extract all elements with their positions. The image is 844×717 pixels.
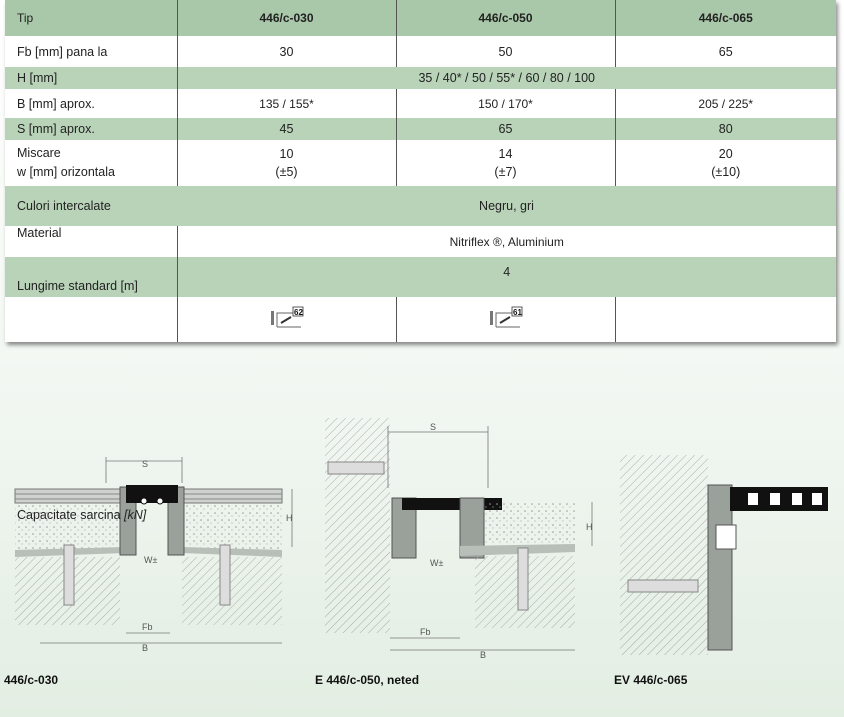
cell-value: 10 — [279, 147, 294, 161]
drawing-446c-030 — [10, 455, 310, 665]
cell-range: (±7) — [494, 165, 517, 179]
cell: 65 — [615, 36, 836, 67]
row-label: H [mm] — [5, 67, 177, 89]
cell: 135 / 155* — [177, 89, 396, 118]
dim-w-label: W± — [144, 555, 158, 565]
cell — [177, 140, 396, 186]
load-class-icon-61 — [488, 305, 524, 331]
row-label: Fb [mm] pana la — [5, 36, 177, 67]
cell: 45 — [177, 118, 396, 140]
row-label: S [mm] aprox. — [5, 118, 177, 140]
dim-w-label: W± — [430, 558, 444, 568]
load-capacity-text: Capacitate sarcina — [17, 508, 121, 522]
header-col-065: 446/c-065 — [615, 0, 836, 36]
row-label-line2: w [mm] orizontala — [17, 165, 115, 179]
row-label: B [mm] aprox. — [5, 89, 177, 118]
row-label: Material — [5, 226, 177, 257]
table-row — [5, 297, 836, 342]
row-label-line1: Miscare — [17, 146, 61, 160]
specs-table — [5, 0, 836, 342]
header-label: Tip — [5, 0, 177, 36]
cell-range: (±10) — [711, 165, 741, 179]
cell-value: 14 — [498, 147, 513, 161]
cell: 4 — [177, 257, 836, 297]
cell: 65 — [396, 118, 615, 140]
drawing-ev446c-065 — [618, 455, 833, 655]
caption-ev446c-065: EV 446/c-065 — [614, 673, 688, 687]
dim-s-label: S — [430, 422, 437, 432]
cell — [177, 297, 396, 342]
dim-b-label: B — [480, 650, 487, 658]
caption-e446c-050: E 446/c-050, neted — [315, 673, 420, 687]
cell — [396, 140, 615, 186]
cell: 150 / 170* — [396, 89, 615, 118]
drawing-e446c-050 — [320, 418, 610, 658]
table-row — [5, 186, 836, 226]
table-row — [5, 89, 836, 118]
table-row — [5, 118, 836, 140]
table-row — [5, 226, 836, 257]
cell — [396, 297, 615, 342]
dim-b-label: B — [142, 643, 149, 653]
svg-text:61: 61 — [512, 308, 522, 317]
row-label — [5, 140, 177, 186]
header-col-050: 446/c-050 — [396, 0, 615, 36]
dim-h-label: H — [286, 513, 293, 523]
caption-446c-030: 446/c-030 — [4, 673, 59, 687]
table-row — [5, 257, 836, 297]
cell: 50 — [396, 36, 615, 67]
cell — [615, 297, 836, 342]
cell-value: 20 — [718, 147, 733, 161]
cell: 205 / 225* — [615, 89, 836, 118]
cell: 35 / 40* / 50 / 55* / 60 / 80 / 100 — [177, 67, 836, 89]
svg-text:62: 62 — [293, 308, 303, 317]
dim-h-label: H — [586, 522, 593, 532]
dim-s-label: S — [142, 459, 149, 469]
table-row — [5, 67, 836, 89]
cell: Negru, gri — [177, 186, 836, 226]
header-col-030: 446/c-030 — [177, 0, 396, 36]
cell: Nitriflex ®, Aluminium — [177, 226, 836, 257]
table-row — [5, 36, 836, 67]
table-row — [5, 0, 836, 36]
table-row — [5, 140, 836, 186]
load-capacity-unit: [kN] — [124, 508, 147, 522]
cell — [615, 140, 836, 186]
row-label: Lungime standard [m] — [5, 257, 177, 297]
load-class-icon-62 — [269, 305, 305, 331]
row-label: Culori intercalate — [5, 186, 177, 226]
cell: 80 — [615, 118, 836, 140]
cell-range: (±5) — [275, 165, 298, 179]
row-label — [5, 297, 177, 342]
dim-fb-label: Fb — [142, 622, 153, 632]
dim-fb-label: Fb — [420, 627, 431, 637]
cell: 30 — [177, 36, 396, 67]
load-capacity-label — [17, 508, 146, 522]
